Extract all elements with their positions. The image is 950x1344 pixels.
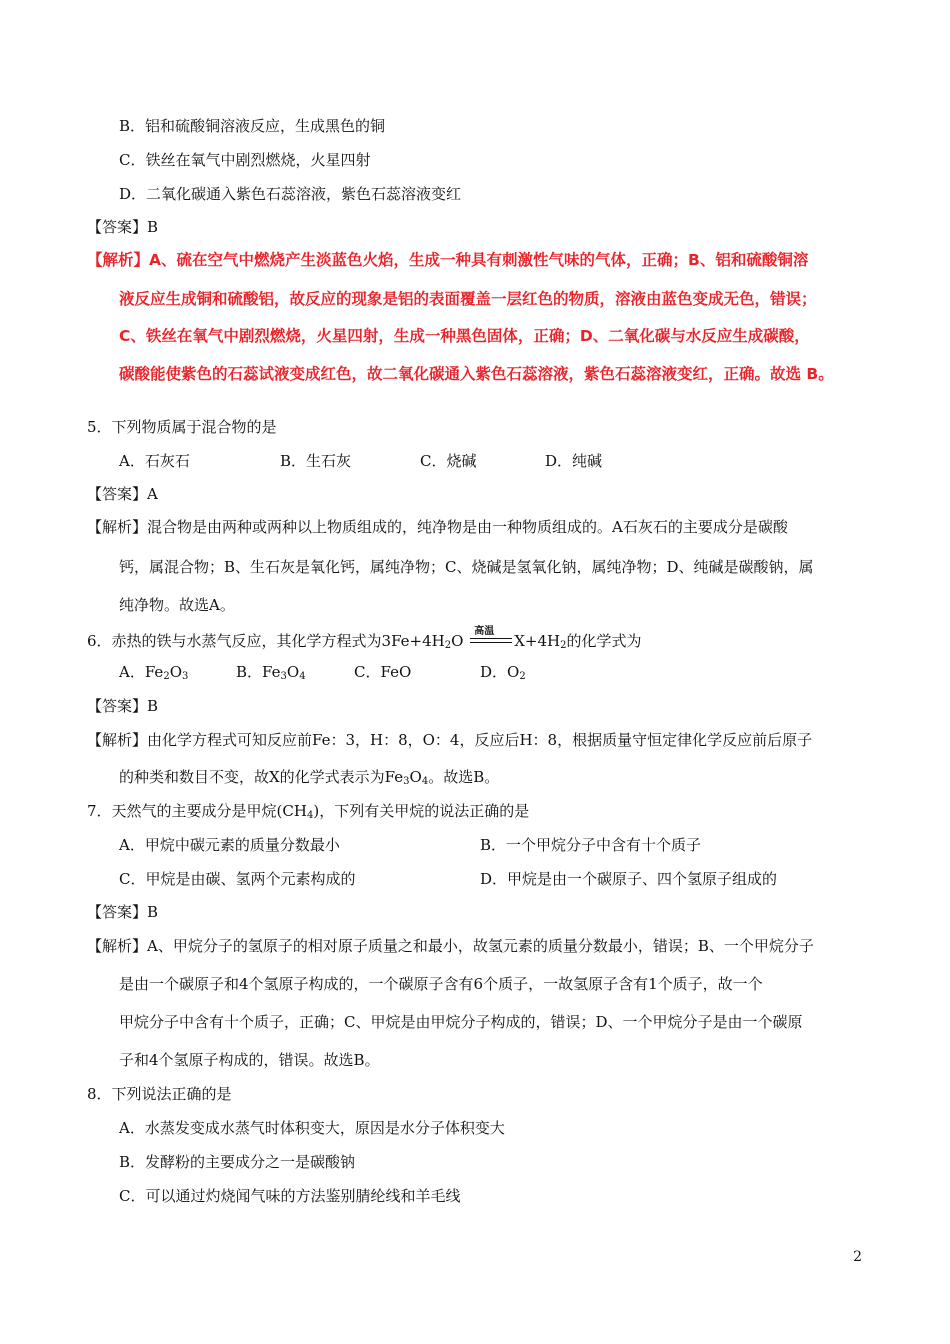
q5-analysis-line: 【解析】混合物是由两种或两种以上物质组成的，纯净物是由一种物质组成的。A石灰石的主要成分是碳酸 bbox=[87, 518, 788, 536]
q7-analysis-line: 子和4个氢原子构成的，错误。故选B。 bbox=[119, 1051, 380, 1069]
q5-option-a: A．石灰石 bbox=[119, 452, 190, 470]
equals-bar-top bbox=[470, 638, 512, 639]
stem-text: )，下列有关甲烷的说法正确的是 bbox=[313, 802, 530, 820]
q6-answer: 【答案】B bbox=[87, 697, 159, 715]
q7-option-d: D．甲烷是由一个碳原子、四个氢原子组成的 bbox=[480, 870, 778, 888]
q8-option-a: A．水蒸发变成水蒸气时体积变大，原因是水分子体积变大 bbox=[119, 1119, 505, 1137]
q5-analysis-line: 纯净物。故选A。 bbox=[119, 596, 235, 614]
q4-analysis-line: C、铁丝在氧气中剧烈燃烧，火星四射，生成一种黑色固体，正确；D、二氧化碳与水反应生成碳酸， bbox=[119, 327, 810, 345]
option-subscript: 2 bbox=[163, 671, 170, 682]
page-number: 2 bbox=[853, 1249, 862, 1265]
q6-option-d bbox=[480, 661, 526, 688]
option-formula: O bbox=[169, 663, 182, 681]
q5-option-d: D．纯碱 bbox=[545, 452, 603, 470]
option-subscript: 3 bbox=[182, 671, 189, 682]
analysis-text: 的种类和数目不变，故X的化学式表示为Fe bbox=[119, 768, 404, 786]
option-subscript: 4 bbox=[299, 671, 306, 682]
option-formula: A．Fe bbox=[119, 663, 164, 681]
q7-analysis-line: 是由一个碳原子和4个氢原子构成的，一个碳原子含有6个质子，一故氢原子含有1个质子，故一个 bbox=[119, 975, 763, 993]
q6-stem-mid: X+4H bbox=[514, 632, 561, 650]
q6-h2o-tail: O bbox=[451, 632, 464, 650]
option-formula: D．O bbox=[480, 663, 520, 681]
option-subscript: 2 bbox=[519, 671, 526, 682]
q4-option-d: D．二氧化碳通入紫色石蕊溶液，紫色石蕊溶液变红 bbox=[119, 185, 462, 203]
analysis-text: O bbox=[409, 768, 422, 786]
q7-option-b: B．一个甲烷分子中含有十个质子 bbox=[480, 836, 702, 854]
q5-option-c: C．烧碱 bbox=[420, 452, 477, 470]
q7-analysis-line: 甲烷分子中含有十个质子，正确；C、甲烷是由甲烷分子构成的，错误；D、一个甲烷分子是由一个碳原 bbox=[119, 1013, 803, 1031]
reaction-condition-arrow bbox=[468, 626, 514, 652]
q6-option-c bbox=[354, 661, 411, 683]
q7-stem bbox=[87, 800, 529, 827]
q6-stem-prefix: 6．赤热的铁与水蒸气反应，其化学方程式为3Fe+4H bbox=[87, 632, 445, 650]
q4-analysis-line: 【解析】A、硫在空气中燃烧产生淡蓝色火焰，生成一种具有刺激性气味的气体，正确；B、铝和硫酸铜溶 bbox=[87, 251, 809, 269]
analysis-text: 。故选B。 bbox=[428, 768, 500, 786]
q7-answer: 【答案】B bbox=[87, 903, 159, 921]
q6-h2-subscript: 2 bbox=[560, 640, 567, 651]
option-formula: B．Fe bbox=[236, 663, 281, 681]
q4-analysis-line: 碳酸能使紫色的石蕊试液变成红色，故二氧化碳通入紫色石蕊溶液，紫色石蕊溶液变红，正确。故选 B。 bbox=[119, 365, 834, 383]
q6-stem bbox=[87, 626, 642, 657]
q7-option-a: A．甲烷中碳元素的质量分数最小 bbox=[119, 836, 340, 854]
q6-h2o-subscript: 2 bbox=[444, 640, 452, 651]
q5-stem: 5．下列物质属于混合物的是 bbox=[87, 418, 277, 436]
q8-option-c: C．可以通过灼烧闻气味的方法鉴别腈纶线和羊毛线 bbox=[119, 1187, 461, 1205]
q8-stem: 8．下列说法正确的是 bbox=[87, 1085, 232, 1103]
q7-analysis-line: 【解析】A、甲烷分子的氢原子的相对原子质量之和最小，故氢元素的质量分数最小，错误；B、一个甲烷分子 bbox=[87, 937, 814, 955]
q6-option-a bbox=[119, 661, 188, 688]
stem-subscript: 4 bbox=[306, 810, 314, 821]
stem-text: 7．天然气的主要成分是甲烷(CH bbox=[87, 802, 307, 820]
analysis-subscript: 3 bbox=[403, 776, 410, 787]
q6-analysis-line bbox=[119, 766, 499, 793]
q6-analysis-line: 【解析】由化学方程式可知反应前Fe：3，H：8，O：4，反应后H：8，根据质量守恒定律化学反应前后原子 bbox=[87, 731, 813, 749]
q4-option-c: C．铁丝在氧气中剧烈燃烧，火星四射 bbox=[119, 151, 371, 169]
q6-stem-suffix: 的化学式为 bbox=[566, 632, 642, 650]
option-subscript: 3 bbox=[280, 671, 287, 682]
q4-answer: 【答案】B bbox=[87, 218, 159, 236]
q5-analysis-line: 钙，属混合物；B、生石灰是氧化钙，属纯净物；C、烧碱是氢氧化钠，属纯净物；D、纯碱是碳酸钠，属 bbox=[119, 558, 814, 576]
q7-option-c: C．甲烷是由碳、氢两个元素构成的 bbox=[119, 870, 356, 888]
q4-option-b: B．铝和硫酸铜溶液反应，生成黑色的铜 bbox=[119, 117, 386, 135]
option-formula: C．FeO bbox=[354, 663, 412, 681]
analysis-subscript: 4 bbox=[421, 776, 429, 787]
equals-bar-bottom bbox=[470, 642, 512, 643]
q5-option-b: B．生石灰 bbox=[280, 452, 352, 470]
q8-option-b: B．发酵粉的主要成分之一是碳酸钠 bbox=[119, 1153, 356, 1171]
reaction-condition-label: 高温 bbox=[474, 626, 495, 637]
q5-answer: 【答案】A bbox=[87, 485, 158, 503]
option-formula: O bbox=[286, 663, 300, 681]
q4-analysis-line: 液反应生成铜和硫酸铝，故反应的现象是铝的表面覆盖一层红色的物质，溶液由蓝色变成无色，错误； bbox=[119, 290, 817, 308]
q6-option-b bbox=[236, 661, 306, 688]
